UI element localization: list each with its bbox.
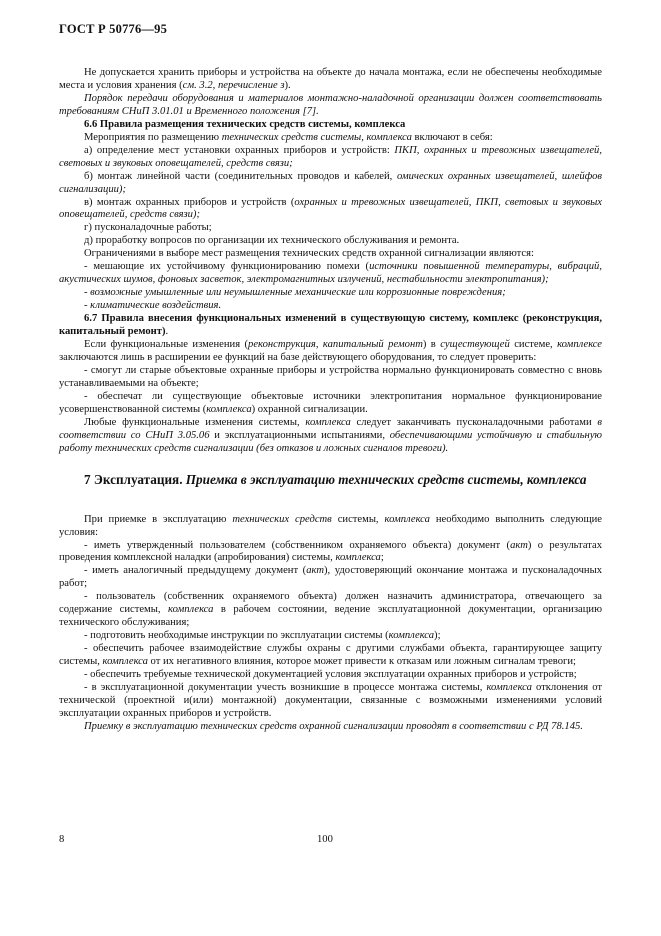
text-run: - подготовить необходимые инструкции по эксплуатации системы ( (84, 630, 389, 642)
text-run: необходимо выполнить следующие условия: (59, 513, 602, 538)
paragraph (59, 417, 602, 456)
text-run: акт (306, 565, 324, 577)
paragraph (59, 300, 602, 313)
text-run: комплекса (335, 552, 381, 564)
text-run: акт (510, 539, 528, 551)
text-run: - иметь аналогичный предыдущему документ ( (84, 565, 307, 577)
paragraph (59, 391, 602, 417)
page-number-left: 8 (59, 834, 65, 845)
paragraph (59, 67, 602, 93)
text-run: ПКП, охранных и тревожных извещателей, световых и звуковых оповещателей, средств связи; (59, 144, 602, 169)
section-7-title: Приемка в эксплуатацию технических средств системы, комплекса (185, 471, 587, 487)
text-run: в соответствии со СНиП 3.05.06 (59, 416, 602, 441)
text-run: - обеспечить требуемые технической документацией условия эксплуатации охранных приборов и устройств; (84, 669, 577, 681)
paragraph (59, 339, 602, 365)
paragraph (59, 248, 602, 261)
text-run: источники повышенной температуры, вибраций, акустических шумов, фоновых засветок, электромагнитных излучений, нестабильности электропитания); (59, 261, 603, 286)
paragraph (59, 565, 602, 591)
section-6-body (59, 67, 602, 456)
document-page (59, 22, 602, 734)
text-run: Ограничениями в выборе мест размещения технических средств охранной сигнализации являются: (84, 248, 534, 260)
text-run: ) о результатах проведения комплексной наладки (апробирования) системы, (59, 539, 602, 564)
paragraph (59, 145, 602, 171)
text-run: комплекса (305, 416, 351, 428)
paragraph (59, 591, 602, 630)
page-number-center: 100 (317, 834, 333, 845)
text-run: системы, (331, 513, 385, 525)
paragraph (59, 235, 602, 248)
text-run: заключаются лишь в расширении ее функций на базе действующего оборудования, то следует проверить: (59, 351, 537, 363)
text-run: системе, (509, 339, 558, 351)
text-run: технических средств (232, 513, 332, 525)
paragraph (59, 119, 602, 132)
text-run: Порядок передачи оборудования и материалов монтажно-наладочной организации должен соответствовать требованиям СНиП 3.01.01 и Временного положения [7]. (59, 92, 602, 117)
text-run: - обеспечат ли существующие объектовые источники электропитания нормальное функционирование усовершенствованной системы ( (59, 390, 602, 415)
paragraph (59, 630, 602, 643)
text-run: 6.6 Правила размещения технических средств системы, комплекса (84, 118, 406, 130)
text-run: следует заканчивать пусконаладочными работами (350, 416, 598, 428)
paragraph (59, 132, 602, 145)
paragraph (59, 287, 602, 300)
section-7-body (59, 514, 602, 734)
section-7-number: 7 Эксплуатация. (84, 471, 183, 487)
text-run: - смогут ли старые объектовые охранные приборы и устройства нормально функционировать совместно с вновь устанавливаемыми на объекте; (59, 364, 602, 389)
text-run: а) определение мест установки охранных приборов и устройств: (84, 144, 395, 156)
text-run: ); (434, 630, 441, 642)
text-run: от их негативного влияния, которое может привести к отказам или ложным сигналам тревоги; (147, 656, 576, 668)
paragraph (59, 540, 602, 566)
text-run: обеспечивающими устойчивую и стабильную работу технических средств сигнализации (без отказов и ложных сигналов тревоги). (59, 429, 602, 454)
text-run: При приемке в эксплуатацию (84, 513, 233, 525)
text-run: ; (380, 552, 384, 564)
text-run: комплекса (388, 630, 435, 642)
text-run: комплекса (384, 513, 430, 525)
text-run: - в эксплуатационной документации учесть возникшие в процессе монтажа системы, (84, 681, 487, 693)
text-run: г) пусконаладочные работы; (84, 222, 212, 234)
text-run: - возможные умышленные или неумышленные механические или коррозионные повреждения; (84, 287, 506, 299)
text-run: реконструкция, капитальный ремонт (248, 339, 423, 351)
text-run: комплекса (102, 656, 148, 668)
text-run: включают в себя: (411, 131, 493, 143)
text-run: ) в (422, 339, 441, 351)
text-run: - иметь утвержденный пользователем (собственником охраняемого объекта) документ ( (84, 539, 511, 551)
paragraph (59, 197, 602, 223)
text-run: и эксплуатационными испытаниями, (209, 429, 390, 441)
text-run: - обеспечить рабочее взаимодействие службы охраны с другими службами объекта, гарантирующее защиту системы, (59, 643, 602, 668)
text-run: Любые функциональные изменения системы, (84, 416, 306, 428)
text-run: ) охранной сигнализации. (251, 403, 368, 415)
text-run: в) монтаж охранных приборов и устройств ( (84, 196, 295, 208)
paragraph (59, 682, 602, 721)
paragraph (59, 721, 602, 734)
text-run: комплекса (168, 604, 214, 616)
text-run: б) монтаж линейной части (соединительных проводов и кабелей, (84, 170, 397, 182)
paragraph (59, 222, 602, 235)
text-run: технических средств системы, комплекса (221, 131, 412, 143)
text-run: 6.7 Правила внесения функциональных изменений в существующую систему, комплекс (реконструкция, капитальный ремонт) (59, 313, 602, 338)
text-run: комплекса (206, 403, 252, 415)
text-run: - мешающие их устойчивому функционированию помехи ( (84, 261, 370, 273)
text-run: Если функциональные изменения ( (84, 339, 249, 351)
section-7-heading (84, 472, 602, 487)
text-run: см. 3.2, перечисление з (182, 79, 285, 91)
paragraph (59, 514, 602, 540)
text-run: ). (284, 79, 291, 91)
text-run: отклонения от технической (проектной и(или) монтажной) документации, связанные с возможными изменениями условий эксплуатации охранных приборов и устройств. (59, 681, 602, 719)
paragraph (59, 669, 602, 682)
text-run: Мероприятия по размещению (84, 131, 222, 143)
text-run: комплекса (486, 681, 532, 693)
text-run: . (165, 326, 169, 338)
text-run: Не допускается хранить приборы и устройства на объекте до начала монтажа, если не обеспечены необходимые места и условия хранения ( (59, 67, 602, 91)
paragraph (59, 643, 602, 669)
text-run: ), удостоверяющий окончание монтажа и пусконаладочных работ; (59, 565, 603, 590)
text-run: д) проработку вопросов по организации их технического обслуживания и ремонта. (84, 235, 460, 247)
text-run: - пользователь (собственник охраняемого объекта) должен назначить администратора, отвечающего за содержание системы, (59, 591, 602, 616)
paragraph (59, 171, 602, 197)
text-run: существующей (440, 339, 510, 351)
text-run: комплексе (557, 339, 603, 351)
paragraph (59, 93, 602, 119)
text-run: - климатические воздействия. (84, 300, 222, 312)
document-header: ГОСТ Р 50776—95 (59, 22, 168, 36)
text-run: охранных и тревожных извещателей, ПКП, световых и звуковых оповещателей, средств связи); (59, 196, 602, 221)
text-run: омических охранных извещателей, шлейфов сигнализации); (59, 170, 603, 195)
paragraph (59, 313, 602, 339)
text-run: в рабочем состоянии, ведение эксплуатационной документации, организацию технического обслуживания; (59, 604, 602, 629)
paragraph (59, 365, 602, 391)
text-run: Приемку в эксплуатацию технических средств охранной сигнализации проводят в соответствии с РД 78.145. (84, 720, 583, 732)
paragraph (59, 261, 602, 287)
